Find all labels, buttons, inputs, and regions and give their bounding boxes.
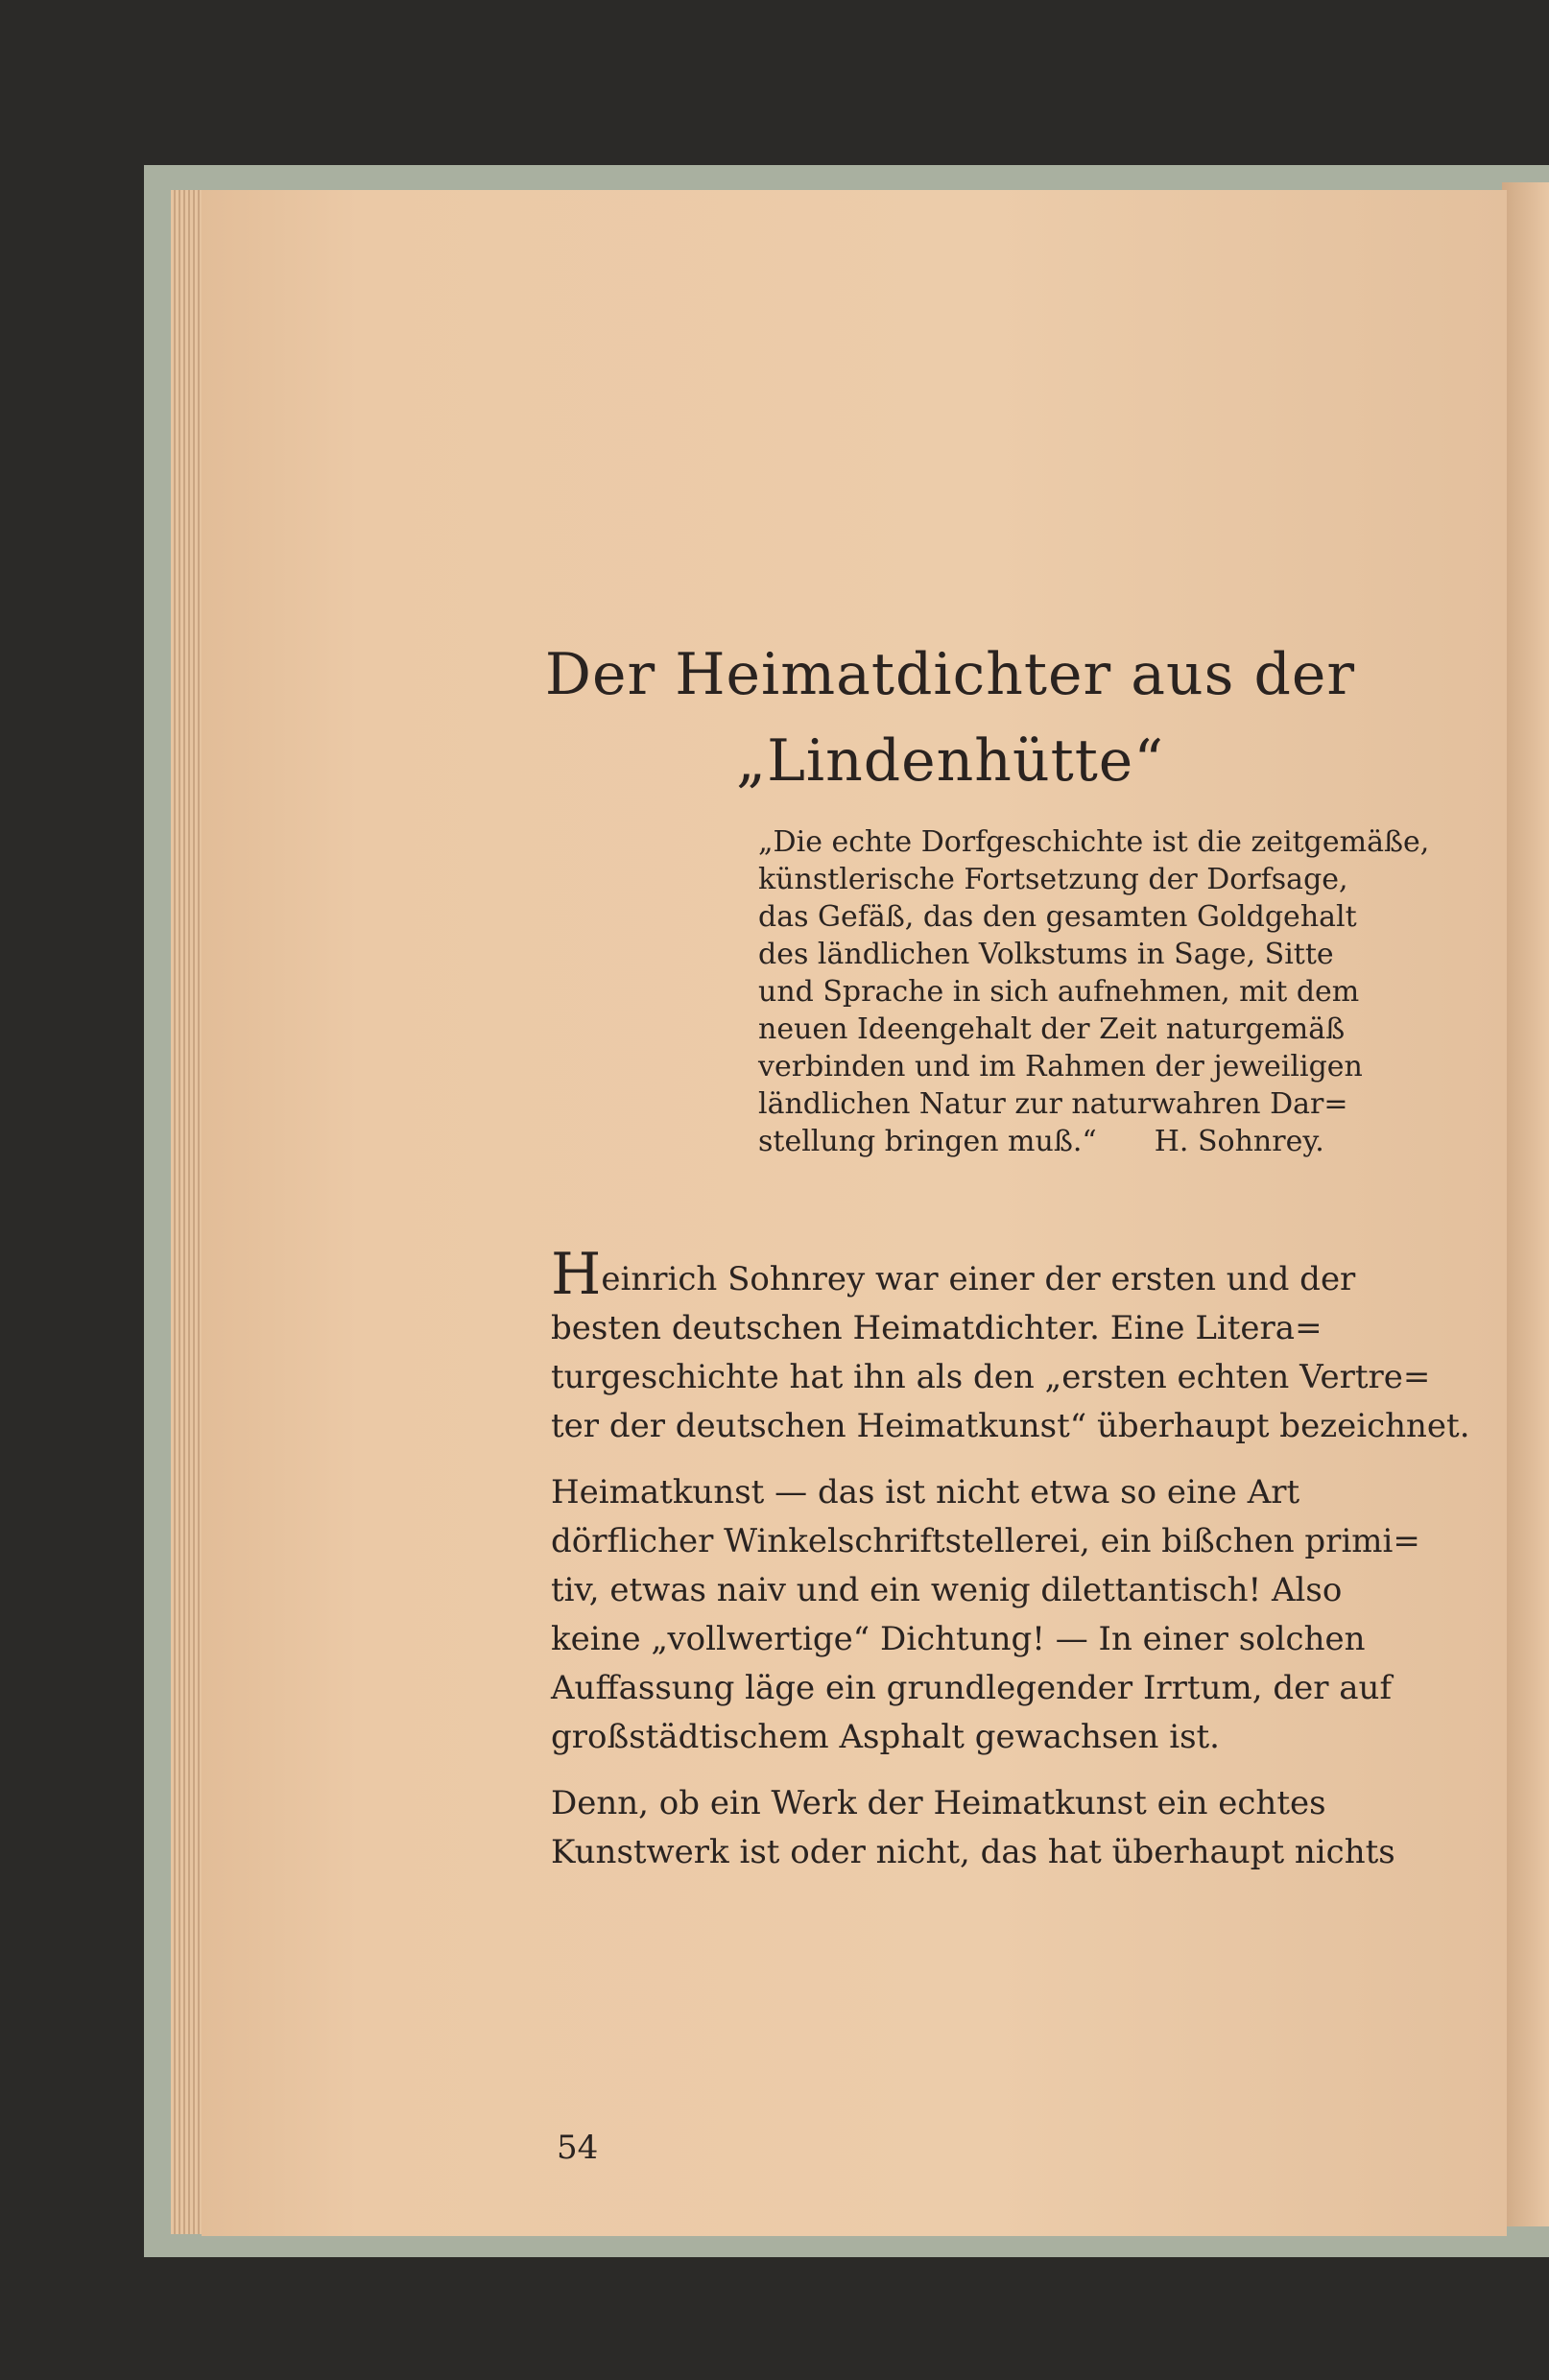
text-line: besten deutschen Heimatdichter. Eine Litera= (551, 1309, 1323, 1347)
text-line: großstädtischem Asphalt gewachsen ist. (551, 1718, 1220, 1756)
epigraph-line: „Die echte Dorfgeschichte ist die zeitgemäße, (758, 825, 1430, 859)
text-line: turgeschichte hat ihn als den „ersten echten Vertre= (551, 1358, 1431, 1396)
drop-cap: H (551, 1241, 602, 1308)
book-page (202, 190, 1507, 2236)
text-line (551, 1241, 1395, 1308)
text-line: Auffassung läge ein grundlegender Irrtum, der auf (551, 1669, 1393, 1707)
paragraph (551, 1241, 1470, 1451)
epigraph-line: verbinden und im Rahmen der jeweiligen (758, 1050, 1363, 1083)
text-line: tiv, etwas naiv und ein wenig dilettantisch! Also (551, 1571, 1343, 1609)
epigraph-line: ländlichen Natur zur naturwahren Dar= (758, 1087, 1348, 1121)
epigraph-last-line (758, 1123, 1372, 1160)
epigraph-line: künstlerische Fortsetzung der Dorfsage, (758, 863, 1348, 896)
chapter-title (528, 631, 1372, 804)
epigraph-line: und Sprache in sich aufnehmen, mit dem (758, 975, 1360, 1009)
text-line: ter der deutschen Heimatkunst“ überhaupt bezeichnet. (551, 1407, 1470, 1445)
epigraph-line: neuen Ideengehalt der Zeit naturgemäß (758, 1012, 1346, 1046)
next-page-edge (1502, 182, 1549, 2226)
title-line: „Lindenhütte“ (735, 727, 1164, 795)
title-line: Der Heimatdichter aus der (544, 641, 1356, 708)
text-line: Kunstwerk ist oder nicht, das hat überhaupt nichts (551, 1833, 1395, 1871)
epigraph-line: stellung bringen muß.“ (758, 1125, 1097, 1158)
epigraph (758, 823, 1430, 1160)
page-number: 54 (557, 2129, 599, 2167)
paragraph (551, 1468, 1420, 1762)
text-line: keine „vollwertige“ Dichtung! — In einer solchen (551, 1620, 1366, 1658)
text-line-rest: einrich Sohnrey war einer der ersten und der (601, 1260, 1356, 1298)
text-line: Denn, ob ein Werk der Heimatkunst ein echtes (551, 1784, 1326, 1822)
epigraph-author: H. Sohnrey. (1154, 1125, 1324, 1158)
epigraph-line: das Gefäß, das den gesamten Goldgehalt (758, 900, 1357, 934)
body-text (551, 1241, 1470, 1877)
epigraph-line: des ländlichen Volkstums in Sage, Sitte (758, 938, 1334, 971)
paragraph (551, 1779, 1395, 1877)
text-line: dörflicher Winkelschriftstellerei, ein bißchen primi= (551, 1522, 1420, 1560)
text-line: Heimatkunst — das ist nicht etwa so eine Art (551, 1473, 1300, 1511)
